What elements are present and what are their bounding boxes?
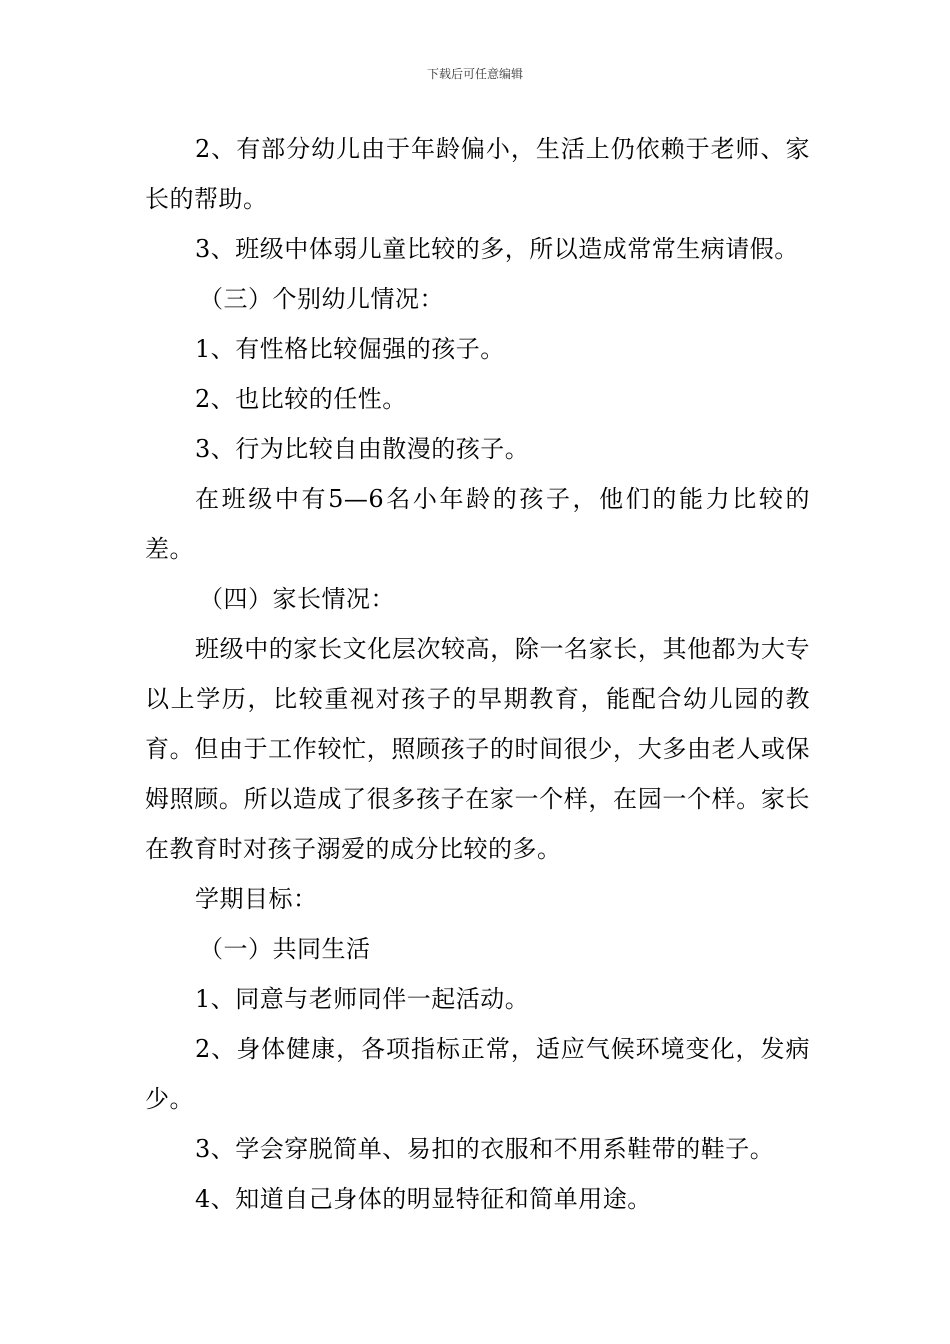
paragraph: 2、身体健康，各项指标正常，适应气候环境变化，发病少。 [145,1035,810,1113]
paragraph: 班级中的家长文化层次较高，除一名家长，其他都为大专以上学历，比较重视对孩子的早期教育，能配合幼儿园的教育。但由于工作较忙，照顾孩子的时间很少，大多由老人或保姆照顾。所以造成了很多孩子在家一个样，在园一个样。家长在教育时对孩子溺爱的成分比较的多。 [145,635,810,863]
paragraph: 1、有性格比较倔强的孩子。 [195,335,505,363]
page-header: 下载后可任意编辑 [426,67,523,81]
paragraph: 3、学会穿脱简单、易扣的衣服和不用系鞋带的鞋子。 [195,1135,775,1163]
section-heading: 学期目标： [195,885,318,913]
section-heading: （一）共同生活 [199,935,371,963]
document-body [145,124,810,1224]
paragraph: 3、行为比较自由散漫的孩子。 [195,435,530,463]
section-heading: （四）家长情况： [199,585,395,613]
paragraph: 3、班级中体弱儿童比较的多，所以造成常常生病请假。 [195,235,799,263]
paragraph: 1、同意与老师同伴一起活动。 [195,985,530,1013]
paragraph: 2、有部分幼儿由于年龄偏小，生活上仍依赖于老师、家长的帮助。 [145,135,810,213]
paragraph: 在班级中有5—6名小年龄的孩子，他们的能力比较的差。 [145,485,810,563]
paragraph: 2、也比较的任性。 [195,385,407,413]
section-heading: （三）个别幼儿情况： [199,285,444,313]
paragraph: 4、知道自己身体的明显特征和简单用途。 [195,1185,652,1213]
